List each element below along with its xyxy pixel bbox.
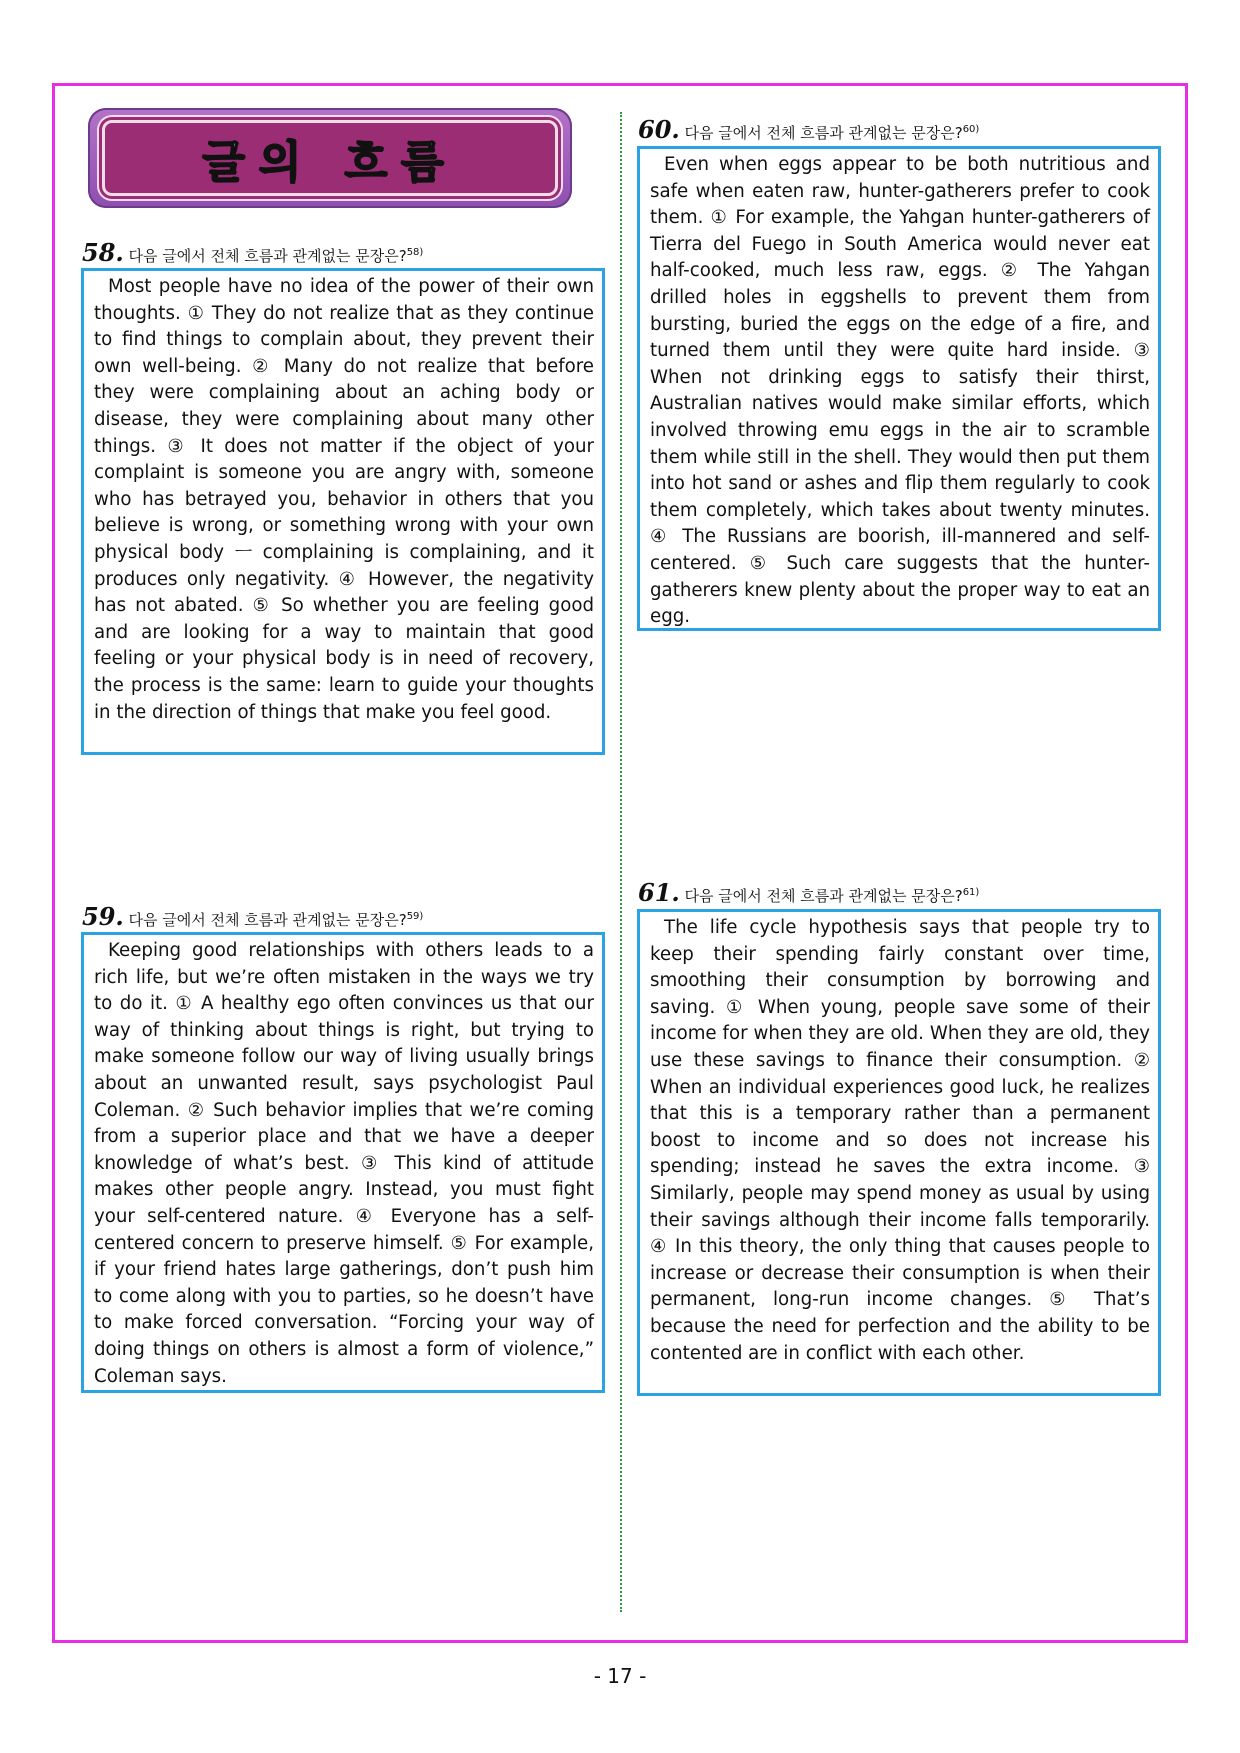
page-number: - 17 - (593, 1664, 647, 1688)
section-banner (88, 108, 572, 208)
question-number: 61. (638, 878, 680, 907)
passage-text: Even when eggs appear to be both nutritious and safe when eaten raw, hunter-gatherers prefer to cook them. ① For example, the Yahgan hunter-gatherers of Tierra del Fuego in South America would never eat half-cooked, much less raw, eggs. ② The Yahgan drilled holes in eggshells to prevent them from bursting, buried the eggs on the edge of a fire, and turned them until they were quite hard inside. ③ When not drinking eggs to satisfy their thirst, Australian natives would make similar efforts, which involved throwing emu eggs in the air to scramble them while still in the shell. They would then put them into hot sand or ashes and flip them regularly to cook them completely, which takes about twenty minutes. ④ The Russians are boorish, ill-mannered and self-centered. ⑤ Such care suggests that the hunter-gatherers knew plenty about the proper way to eat an egg. (650, 154, 1150, 628)
question-prompt: 다음 글에서 전체 흐름과 관계없는 문장은? (128, 911, 407, 929)
question-59-header (82, 902, 423, 931)
footnote-ref: 59) (406, 911, 424, 922)
passage-text: Most people have no idea of the power of their own thoughts. ① They do not realize that as they continue to find things to complain about, they prevent their own well-being. ② Many do not realize that before they were complaining about an aching body or disease, they were complaining about many other things. ③ It does not matter if the object of your complaint is someone you are angry with, someone who has betrayed you, behavior in others that you believe is wrong, or something wrong with your own physical body ㅡ complaining is complaining, and it produces only negativity. ④ However, the negativity has not abated. ⑤ So whether you are feeling good and are looking for a way to maintain that good feeling or your physical body is in need of recovery, the process is the same: learn to guide your thoughts in the direction of things that make you feel good. (94, 276, 594, 723)
question-60-passage-box (637, 146, 1161, 631)
question-60-header (638, 115, 979, 144)
question-58-passage-box (81, 268, 605, 755)
question-61-header (638, 878, 979, 907)
question-number: 60. (638, 115, 680, 144)
passage-text: The life cycle hypothesis says that people try to keep their spending fairly constant over time, smoothing their consumption by borrowing and saving. ① When young, people save some of their income for when they are old. When they are old, they use these savings to finance their consumption. ② When an individual experiences good luck, he realizes that this is a temporary rather than a permanent boost to income and so does not increase his spending; instead he saves the extra income. ③ Similarly, people may spend money as usual by using their savings although their income falls temporarily. ④ In this theory, the only thing that causes people to increase or decrease their consumption is when their permanent, long-run income changes. ⑤ That’s because the need for perfection and the ability to be contented are in conflict with each other. (650, 917, 1150, 1364)
section-banner-inner (102, 120, 558, 196)
passage-text: Keeping good relationships with others leads to a rich life, but we’re often mistaken in the ways we try to do it. ① A healthy ego often convinces us that our way of thinking about things is right, but trying to make someone follow our way of living usually brings about an unwanted result, says psychologist Paul Coleman. ② Such behavior implies that we’re coming from a superior place and that we have a deeper knowledge of what’s best. ③ This kind of attitude makes other people angry. Instead, you must fight your self-centered nature. ④ Everyone has a self-centered concern to preserve himself. ⑤ For example, if your friend hates large gatherings, don’t push him to come along with you to parties, so he doesn’t have to make forced conversation. “Forcing your way of doing things on others is almost a form of violence,” Coleman says. (94, 940, 594, 1387)
footnote-ref: 61) (962, 887, 980, 898)
question-prompt: 다음 글에서 전체 흐름과 관계없는 문장은? (684, 124, 963, 142)
column-divider (620, 112, 622, 1612)
question-61-passage-box (637, 909, 1161, 1396)
question-prompt: 다음 글에서 전체 흐름과 관계없는 문장은? (684, 887, 963, 905)
footnote-ref: 58) (406, 247, 424, 258)
question-number: 59. (82, 902, 124, 931)
question-prompt: 다음 글에서 전체 흐름과 관계없는 문장은? (128, 247, 407, 265)
question-number: 58. (82, 238, 124, 267)
question-58-header (82, 238, 423, 267)
section-title: 글의 흐름 (202, 137, 458, 188)
footnote-ref: 60) (962, 124, 980, 135)
question-59-passage-box (81, 932, 605, 1393)
